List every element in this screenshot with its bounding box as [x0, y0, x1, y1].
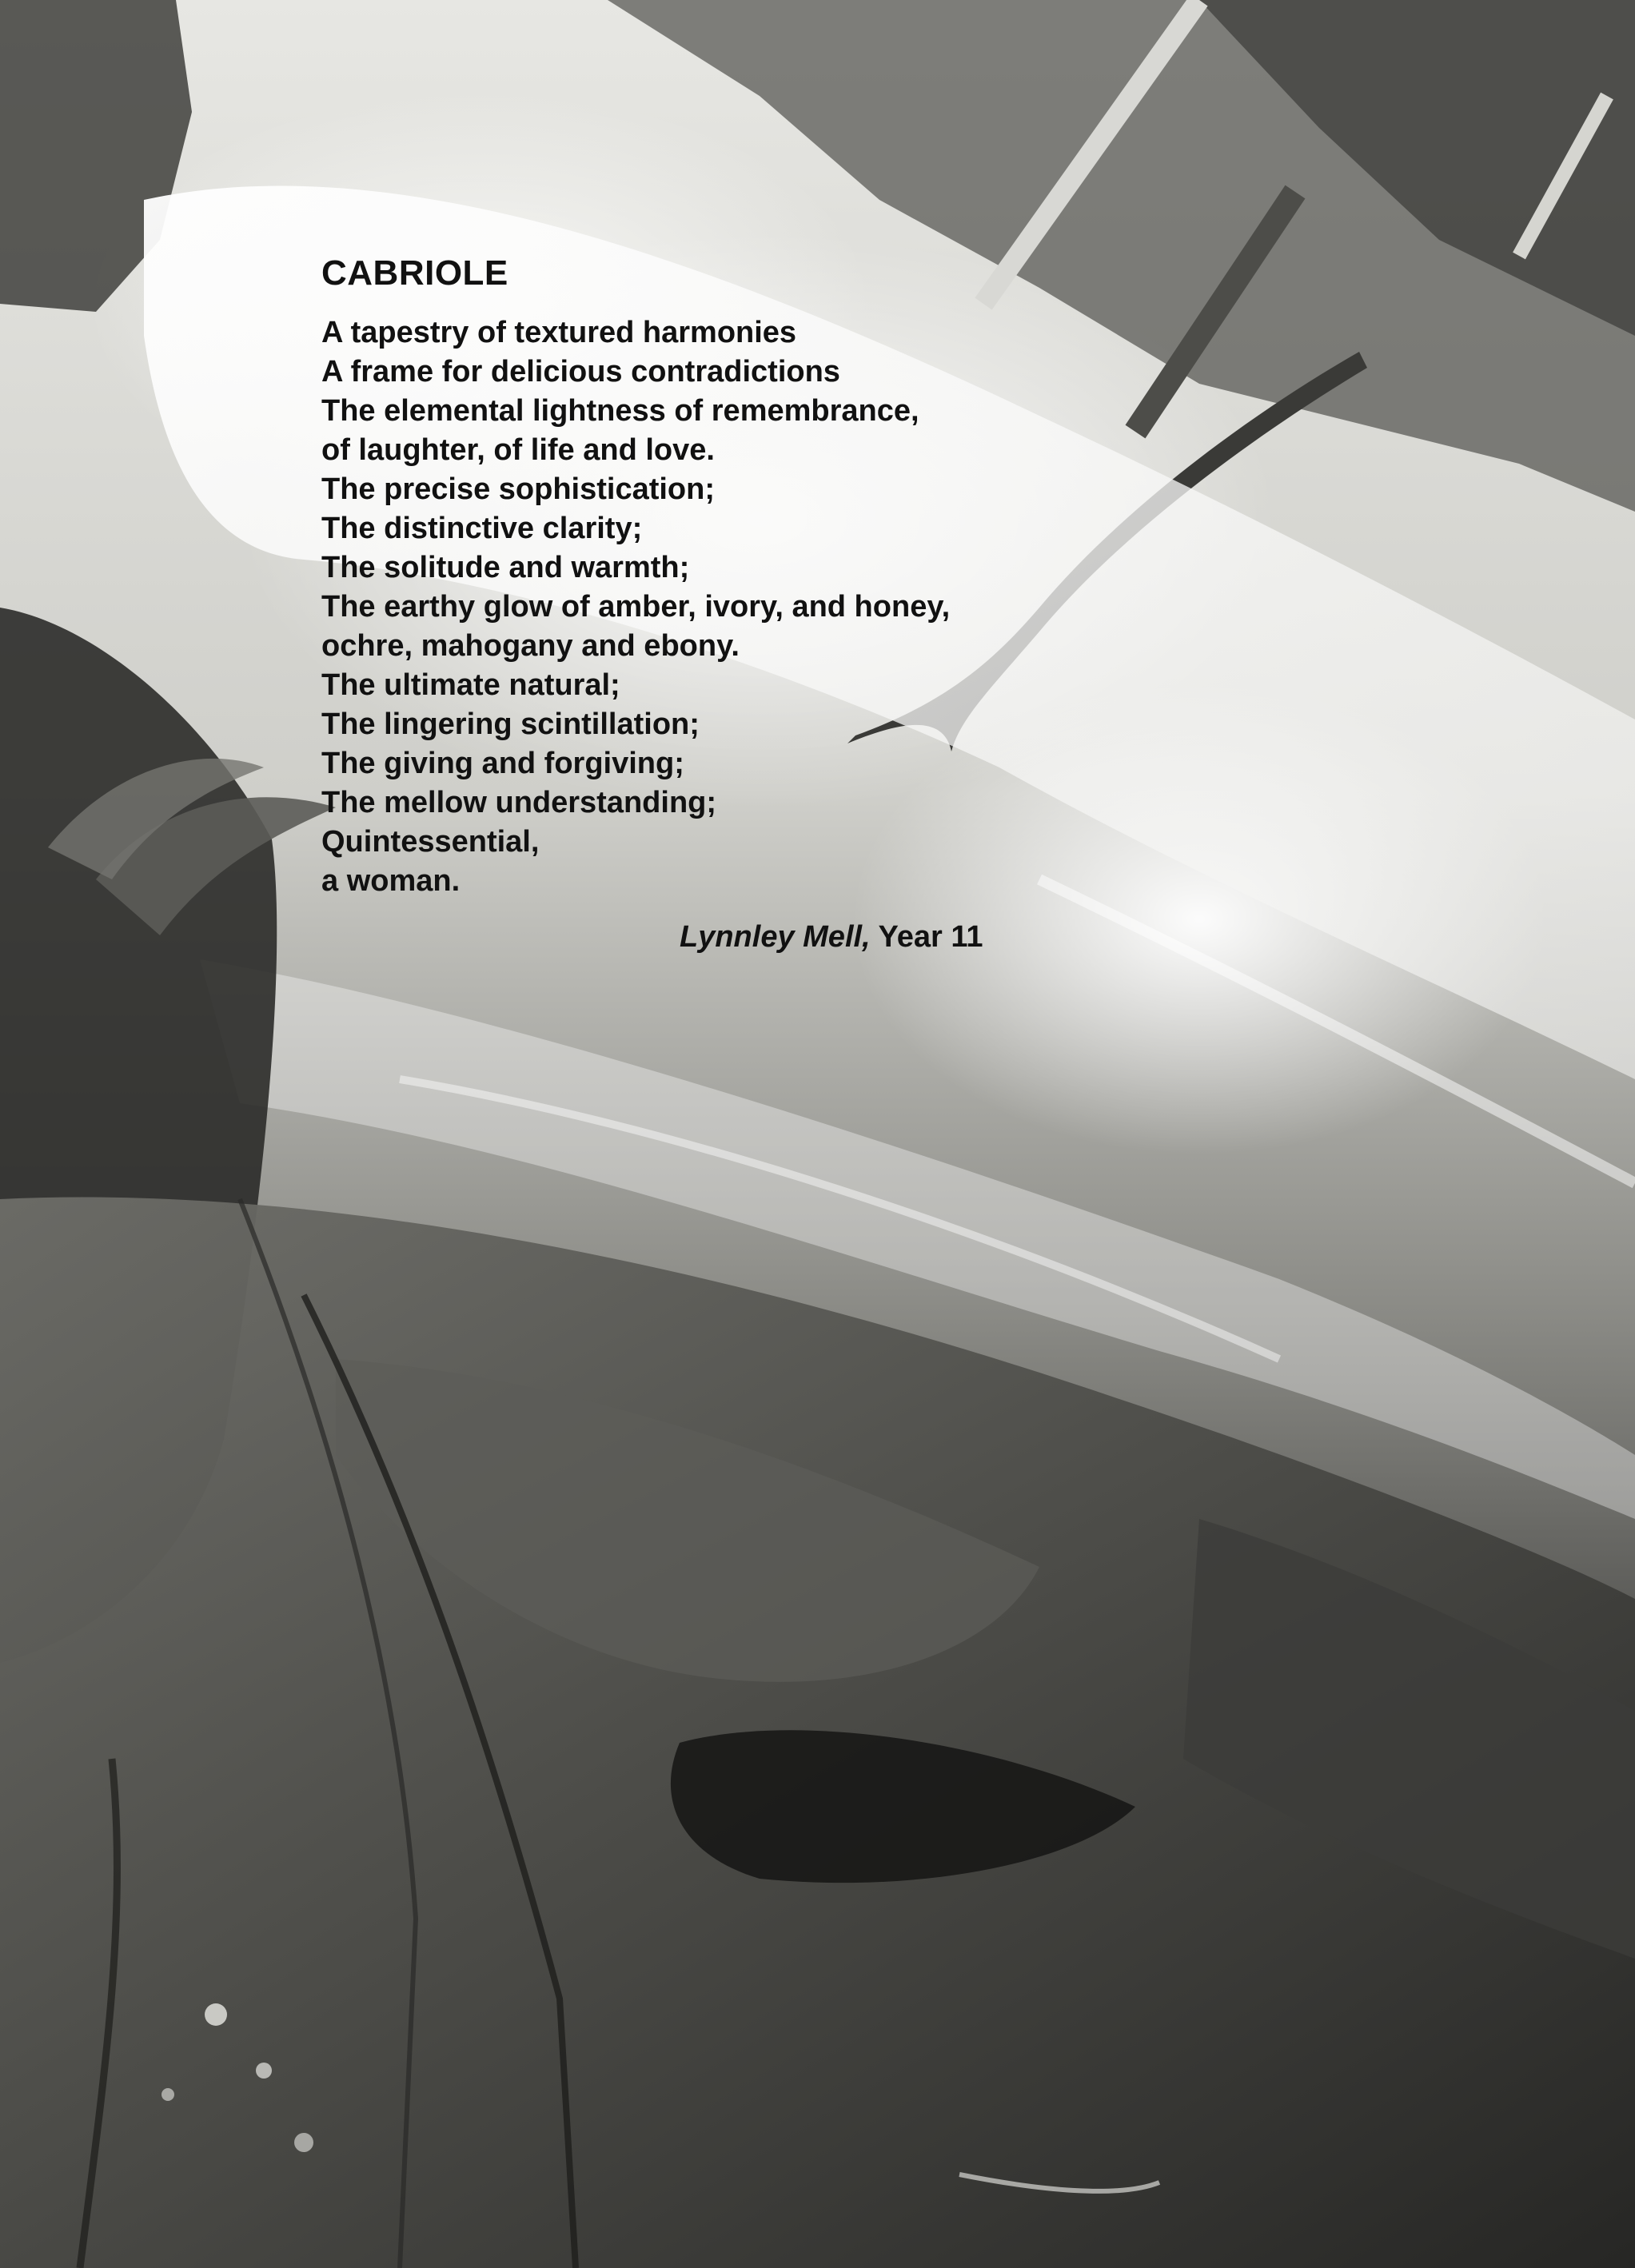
poem-line: a woman.	[321, 864, 461, 899]
poem-line: of laughter, of life and love.	[321, 433, 715, 468]
poem-line: A frame for delicious contradictions	[321, 355, 840, 389]
byline	[680, 920, 1121, 955]
poem-line: The ultimate natural;	[321, 668, 620, 703]
poem-lines	[321, 313, 1121, 901]
poem-line: The elemental lightness of remembrance,	[321, 394, 919, 428]
poem-line: ochre, mahogany and ebony.	[321, 629, 740, 664]
poem-line: The earthy glow of amber, ivory, and honey,	[321, 590, 951, 624]
poem-line: The distinctive clarity;	[321, 512, 643, 546]
poem-line: The mellow understanding;	[321, 786, 717, 820]
poem-title: CABRIOLE	[321, 253, 508, 293]
author-name: Lynnley Mell,	[680, 920, 871, 955]
poem-line: The lingering scintillation;	[321, 708, 700, 742]
poem-line: A tapestry of textured harmonies	[321, 316, 797, 350]
poem-line: The solitude and warmth;	[321, 551, 690, 585]
author-year: Year 11	[878, 920, 983, 955]
poem-line: The precise sophistication;	[321, 472, 715, 507]
poem-line: The giving and forgiving;	[321, 747, 684, 781]
poem-line: Quintessential,	[321, 825, 540, 859]
poem	[321, 254, 1121, 955]
